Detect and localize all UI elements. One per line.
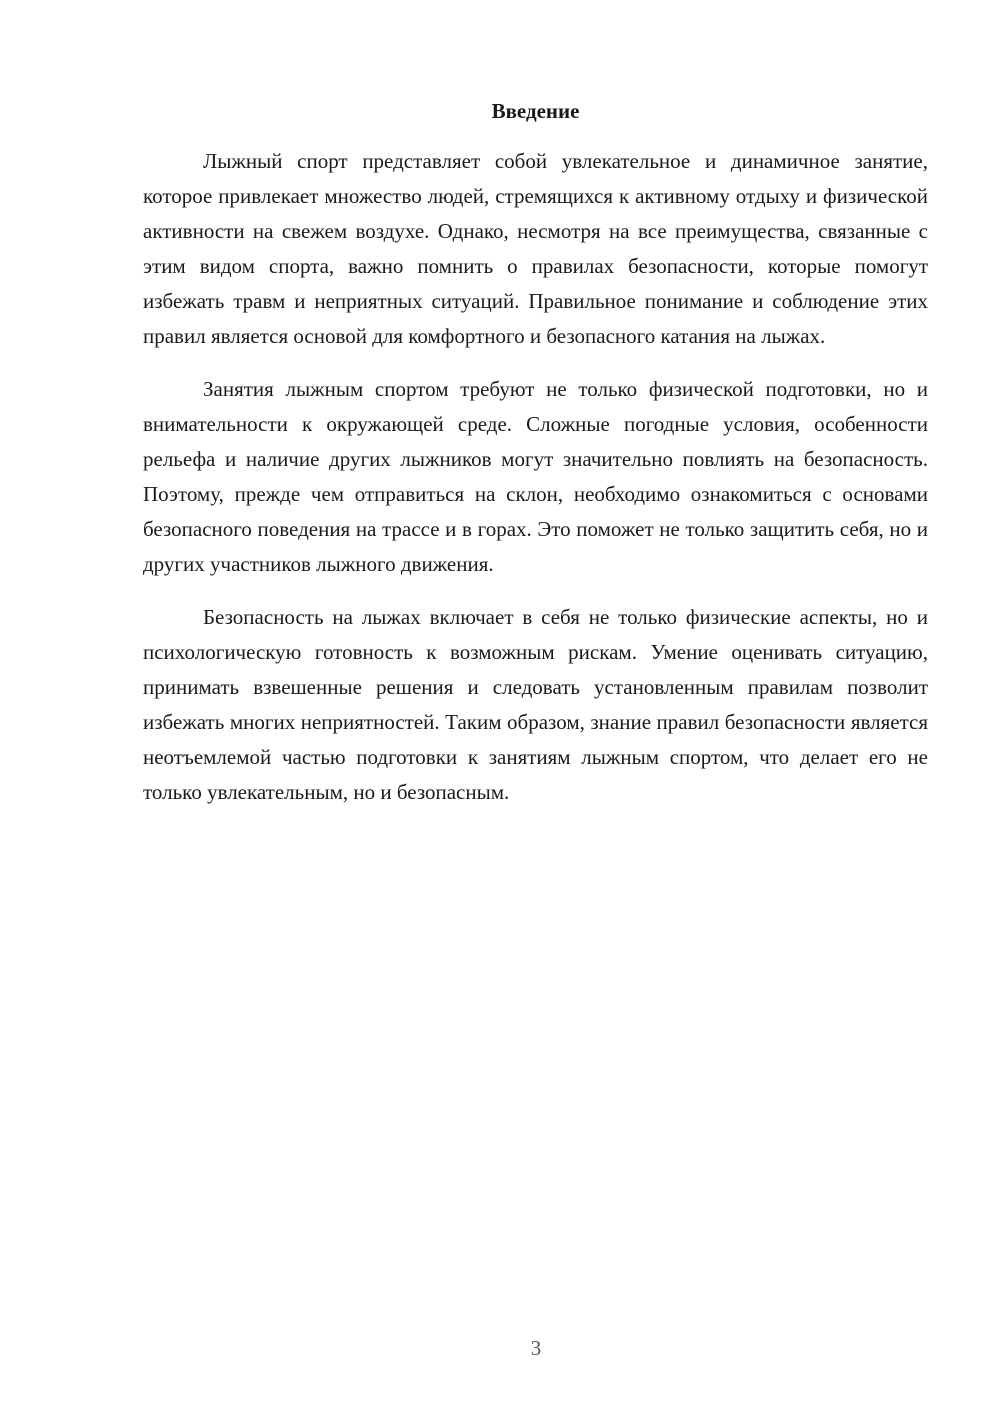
- paragraph-3: Безопасность на лыжах включает в себя не только физические аспекты, но и психологическую готовность к возможным рискам. Умение оценивать ситуацию, принимать взвешенные решения и следовать установленным правилам позволит избежать многих неприятностей. Таким образом, знание правил безопасности является неотъемлемой частью подготовки к занятиям лыжным спортом, что делает его не только увлекательным, но и безопасным.: [143, 605, 928, 804]
- page-number: 3: [530, 1336, 542, 1360]
- page-content: [143, 96, 928, 828]
- section-heading: Введение: [491, 99, 580, 123]
- paragraph-1: Лыжный спорт представляет собой увлекательное и динамичное занятие, которое привлекает множество людей, стремящихся к активному отдыху и физической активности на свежем воздухе. Однако, несмотря на все преимущества, связанные с этим видом спорта, важно помнить о правилах безопасности, которые помогут избежать травм и неприятных ситуаций. Правильное понимание и соблюдение этих правил является основой для комфортного и безопасного катания на лыжах.: [143, 149, 928, 348]
- paragraph-2: Занятия лыжным спортом требуют не только физической подготовки, но и внимательности к окружающей среде. Сложные погодные условия, особенности рельефа и наличие других лыжников могут значительно повлиять на безопасность. Поэтому, прежде чем отправиться на склон, необходимо ознакомиться с основами безопасного поведения на трассе и в горах. Это поможет не только защитить себя, но и других участников лыжного движения.: [143, 377, 928, 576]
